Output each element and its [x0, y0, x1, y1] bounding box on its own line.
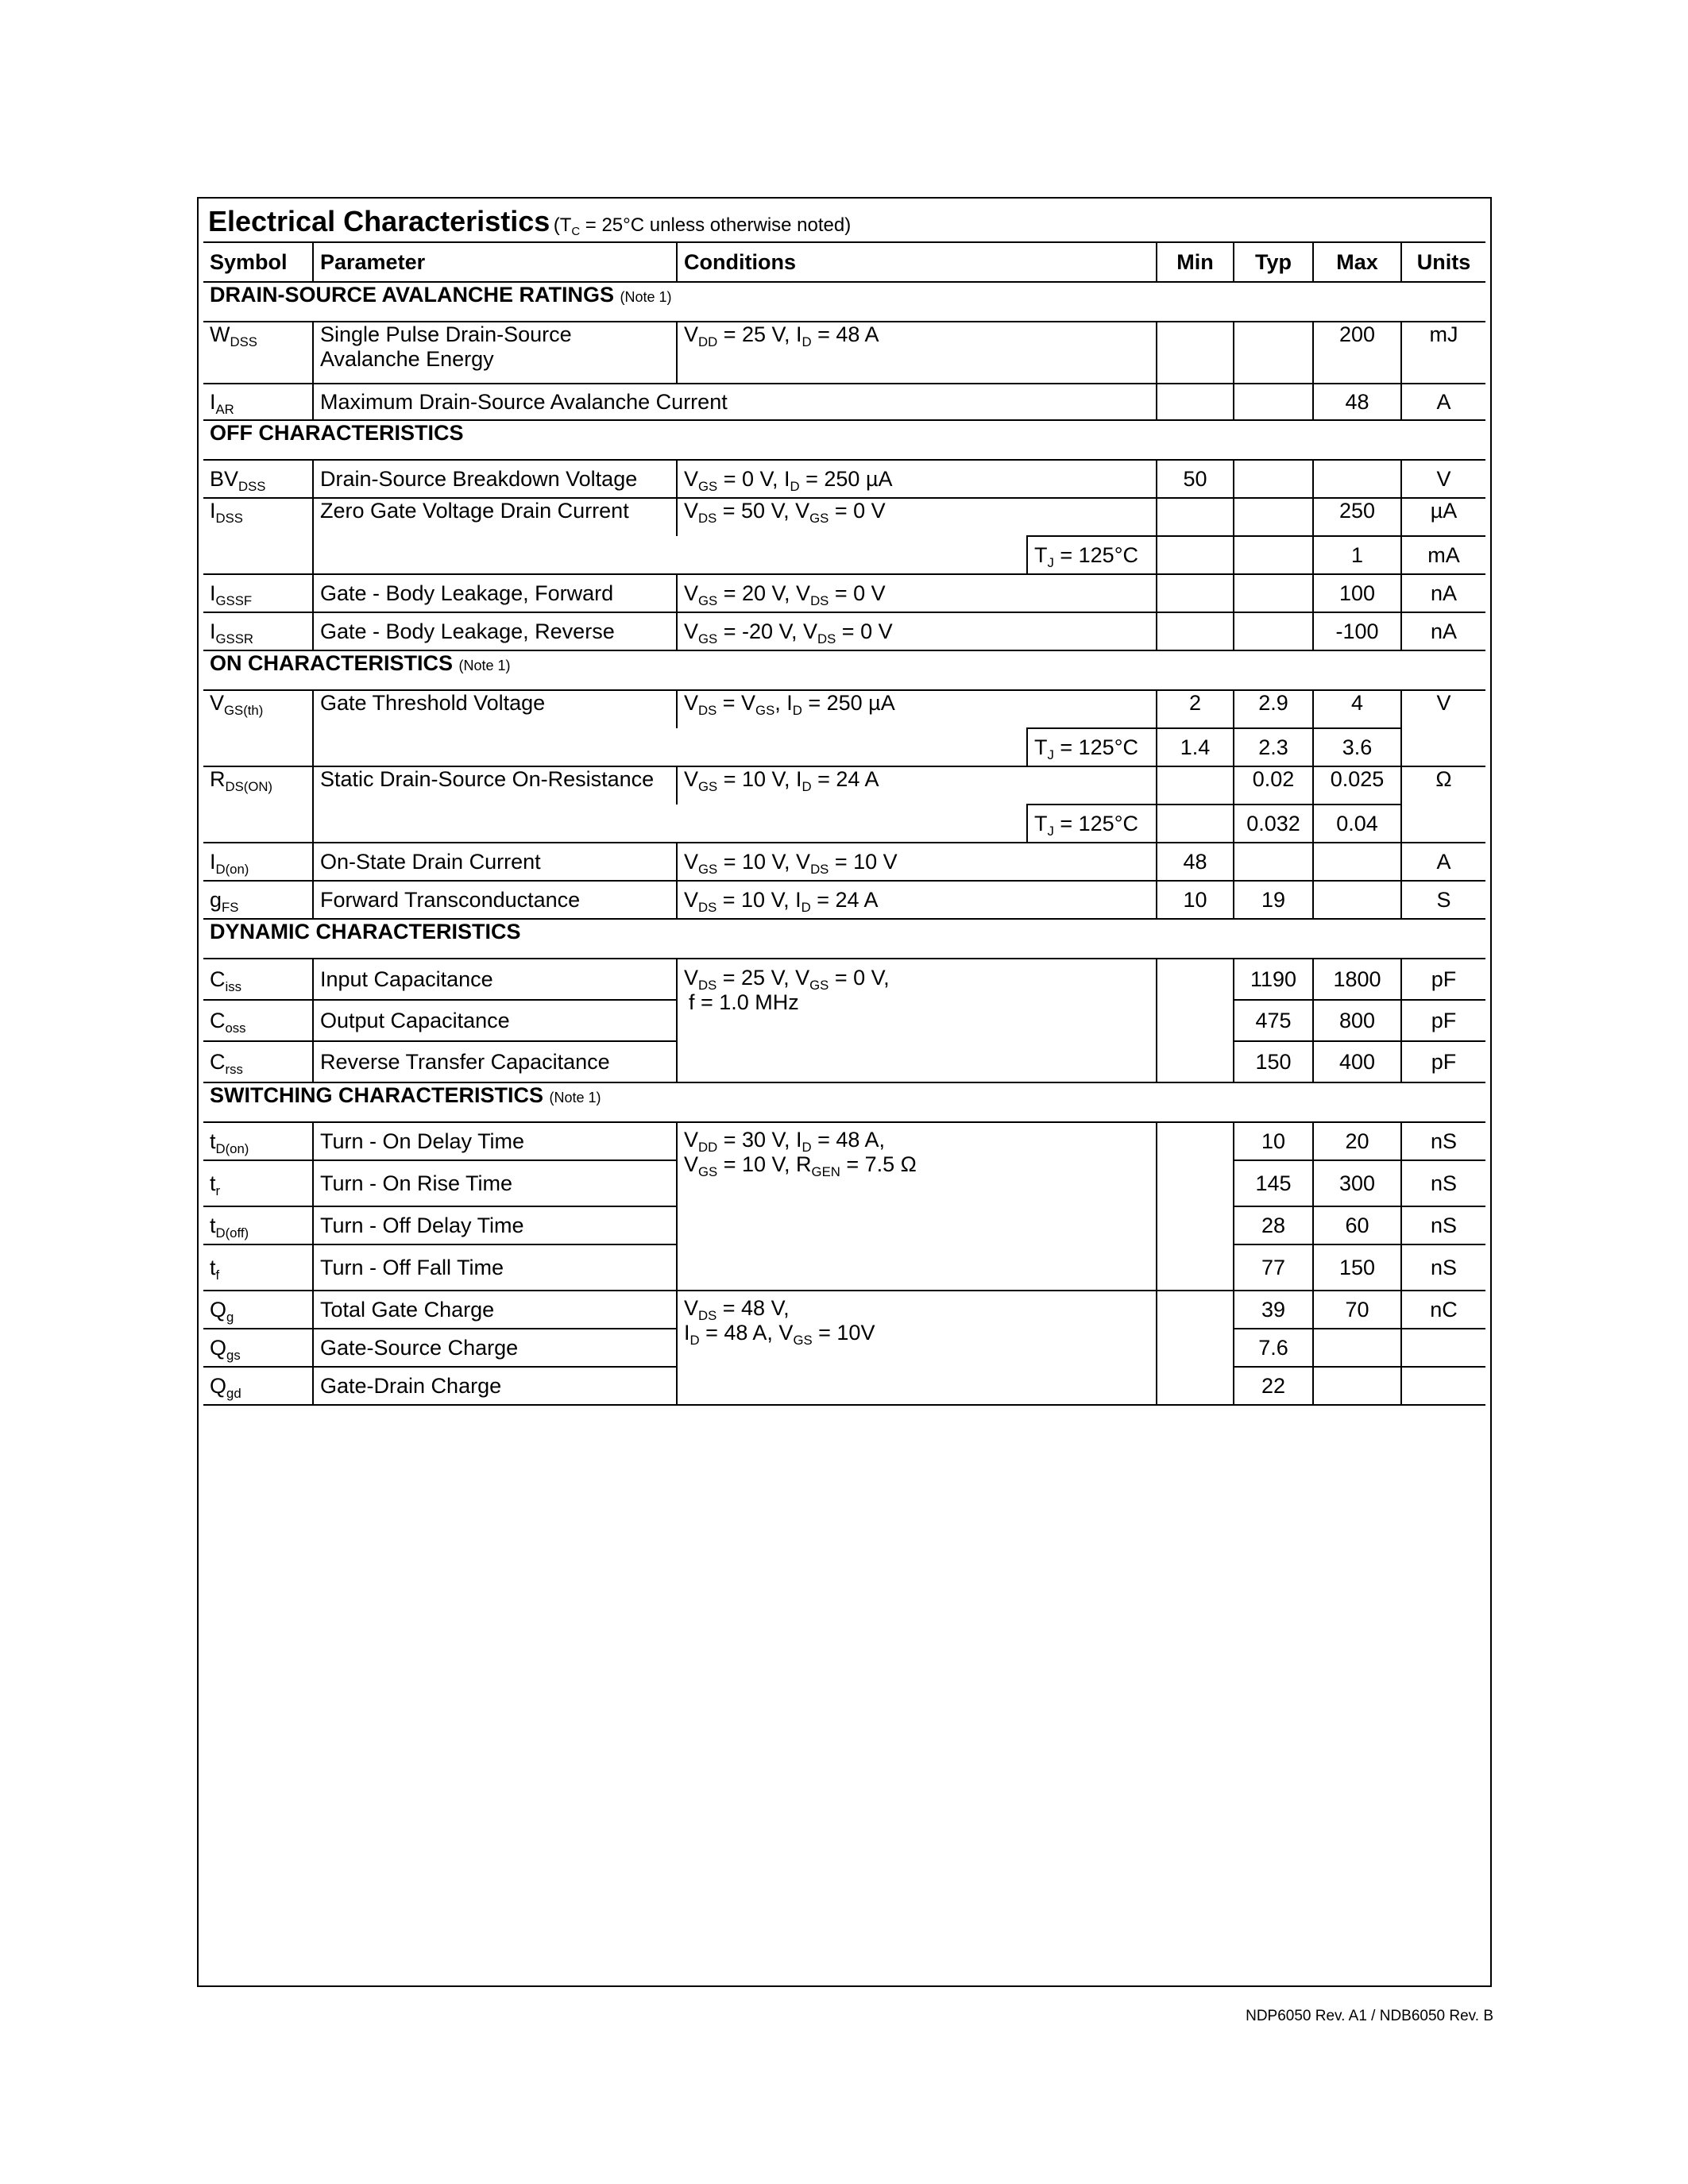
table-row: $BV_{DSS}$ Drain-Source Breakdown Voltage $V_{GS} = 0$ V, $I_D = 250$ µA 50 V	[203, 460, 1485, 498]
revision-footer: NDP6050 Rev. A1 / NDB6050 Rev. B	[1246, 2008, 1493, 2024]
section-avalanche: DRAIN-SOURCE AVALANCHE RATINGS (Note 1)	[203, 282, 1485, 322]
title-condition: ($T_C = 25^\circ C$ unless otherwise noted)	[553, 214, 852, 239]
section-switching: SWITCHING CHARACTERISTICS (Note 1)	[203, 1082, 1485, 1122]
header-symbol: Symbol	[210, 249, 288, 274]
table-row: $t_f$ Turn - Off Fall Time 77 150 nS	[203, 1244, 1485, 1291]
title: Electrical Characteristics	[208, 205, 550, 237]
table-row: $R_{DS(ON)}$ Static Drain-Source On-Resistance $V_{GS} = 10$ V, $I_D = 24$ A 0.02 0.025 Ω	[203, 766, 1485, 805]
table-row: $I_{D(on)}$ On-State Drain Current $V_{GS} = 10$ V, $V_{DS} = 10$ V 48 A	[203, 843, 1485, 881]
table-row: $I_{DSS}$ Zero Gate Voltage Drain Current $V_{DS} = 50$ V, $V_{GS} = 0$ V 250 µA	[203, 498, 1485, 536]
table-row: $Q_{gd}$ Gate-Drain Charge 22	[203, 1367, 1485, 1405]
table-row: $t_r$ Turn - On Rise Time 145 300 nS	[203, 1160, 1485, 1206]
table-row: $g_{FS}$ Forward Transconductance $V_{DS} = 10$ V, $I_D = 24$ A 10 19 S	[203, 881, 1485, 919]
table-row: $T_J = 125^\circ C$ 1 mA	[203, 536, 1485, 574]
table-row: $t_{D(off)}$ Turn - Off Delay Time 28 60 nS	[203, 1206, 1485, 1244]
section-dynamic: DYNAMIC CHARACTERISTICS	[203, 919, 1485, 959]
table-row: $C_{rss}$ Reverse Transfer Capacitance 150 400 pF	[203, 1041, 1485, 1082]
header-row	[203, 242, 1485, 282]
table-row: $C_{oss}$ Output Capacitance 475 800 pF	[203, 1000, 1485, 1041]
header-min: Min	[1157, 242, 1234, 282]
header-typ: Typ	[1234, 242, 1313, 282]
table-row: $Q_{gs}$ Gate-Source Charge 7.6	[203, 1329, 1485, 1367]
table-row: $C_{iss}$ Input Capacitance $V_{DS} = 25$ V, $V_{GS} = 0$ V, f = 1.0 MHz 1190 1800 pF	[203, 959, 1485, 1000]
table-row: $V_{GS(th)}$ Gate Threshold Voltage $V_{DS} = V_{GS}$, $I_D = 250$ µA 2 2.9 4 V	[203, 690, 1485, 728]
section-on: ON CHARACTERISTICS (Note 1)	[203, 650, 1485, 690]
header-parameter: Parameter	[313, 242, 677, 282]
table-row: $W_{DSS}$ Single Pulse Drain-Source Avalanche Energy $V_{DD} = 25$ V, $I_D = 48$ A 200 mJ	[203, 322, 1485, 384]
table-row: $T_J = 125^\circ C$ 1.4 2.3 3.6	[203, 728, 1485, 766]
header-max: Max	[1313, 242, 1401, 282]
table-row: $T_J = 125^\circ C$ 0.032 0.04	[203, 805, 1485, 843]
table-row: $I_{GSSR}$ Gate - Body Leakage, Reverse $V_{GS} = -20$ V, $V_{DS} = 0$ V -100 nA	[203, 612, 1485, 650]
electrical-characteristics-table	[203, 241, 1485, 1406]
table-row: $I_{GSSF}$ Gate - Body Leakage, Forward $V_{GS} = 20$ V, $V_{DS} = 0$ V 100 nA	[203, 574, 1485, 612]
table-title	[208, 205, 1481, 241]
table-row: $I_{AR}$ Maximum Drain-Source Avalanche Current 48 A	[203, 384, 1485, 420]
header-conditions: Conditions	[677, 242, 1157, 282]
header-units: Units	[1401, 242, 1485, 282]
table-row: $Q_g$ Total Gate Charge $V_{DS} = 48$ V, $I_D = 48$ A, $V_{GS} = 10V$ 39 70 nC	[203, 1291, 1485, 1329]
section-off: OFF CHARACTERISTICS	[203, 420, 1485, 460]
table-row: $t_{D(on)}$ Turn - On Delay Time $V_{DD} = 30$ V, $I_D = 48$ A, $V_{GS} = 10$ V, $R_{GEN} = 7.5$ Ω 10 20 nS	[203, 1122, 1485, 1160]
